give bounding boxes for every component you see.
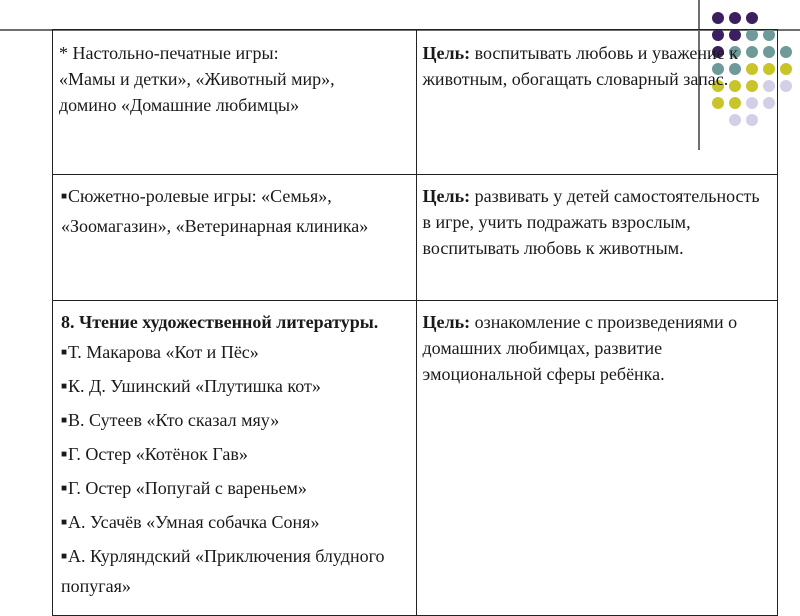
book-title: Т. Макарова «Кот и Пёс» xyxy=(68,342,259,362)
board-games-cell xyxy=(53,30,417,175)
goal-text: воспитывать любовь и уважение к животным, обогащать словарный запас. xyxy=(422,43,738,89)
bullet-icon: ■ xyxy=(61,347,68,358)
decor-dot xyxy=(780,46,792,58)
section-title: 8. Чтение художественной литературы. xyxy=(61,312,379,332)
list-item xyxy=(61,407,410,437)
cell-line: * Настольно-печатные игры: xyxy=(59,43,279,63)
table-row xyxy=(53,301,778,616)
reading-cell xyxy=(53,301,417,616)
cell-line: «Мамы и детки», «Животный мир», xyxy=(59,69,335,89)
decor-dot xyxy=(780,63,792,75)
bullet-icon: ■ xyxy=(61,483,68,494)
book-title: А. Курляндский «Приключения блудного попугая» xyxy=(61,546,385,596)
book-title: Г. Остер «Попугай с вареньем» xyxy=(68,478,307,498)
bullet-icon: ■ xyxy=(61,517,68,528)
cell-line: домино «Домашние любимцы» xyxy=(59,95,300,115)
list-item xyxy=(61,441,410,471)
list-item xyxy=(61,509,410,539)
list-item xyxy=(61,475,410,505)
goal-text: развивать у детей самостоятельность в игре, учить подражать взрослым, воспитывать любовь к животным. xyxy=(422,186,760,258)
decor-dot xyxy=(712,12,724,24)
table-row xyxy=(53,30,778,175)
book-title: А. Усачёв «Умная собачка Соня» xyxy=(68,512,320,532)
role-games-cell xyxy=(53,175,417,301)
goal-label: Цель: xyxy=(422,43,471,63)
goal-label: Цель: xyxy=(422,312,471,332)
goal-label: Цель: xyxy=(422,186,471,206)
bullet-icon: ■ xyxy=(61,449,68,460)
table-row xyxy=(53,175,778,301)
goal-cell xyxy=(416,301,778,616)
book-title: К. Д. Ушинский «Плутишка кот» xyxy=(68,376,321,396)
cell-text: Сюжетно-ролевые игры: «Семья», «Зоомагазин», «Ветеринарная клиника» xyxy=(61,186,369,236)
decor-dot xyxy=(780,80,792,92)
bullet-icon: ■ xyxy=(61,191,68,202)
list-item xyxy=(61,373,410,403)
bullet-icon: ■ xyxy=(61,381,68,392)
goal-cell xyxy=(416,175,778,301)
book-title: В. Сутеев «Кто сказал мяу» xyxy=(68,410,280,430)
bullet-icon: ■ xyxy=(61,551,68,562)
bullet-line xyxy=(61,183,410,239)
bullet-icon: ■ xyxy=(61,415,68,426)
book-title: Г. Остер «Котёнок Гав» xyxy=(68,444,248,464)
goal-text: ознакомление с произведениями о домашних любимцах, развитие эмоциональной сферы ребёнка. xyxy=(422,312,738,384)
decor-dot xyxy=(729,12,741,24)
goal-cell xyxy=(416,30,778,175)
decor-dot xyxy=(746,12,758,24)
list-item xyxy=(61,543,410,599)
list-item xyxy=(61,339,410,369)
activities-table xyxy=(52,29,778,616)
